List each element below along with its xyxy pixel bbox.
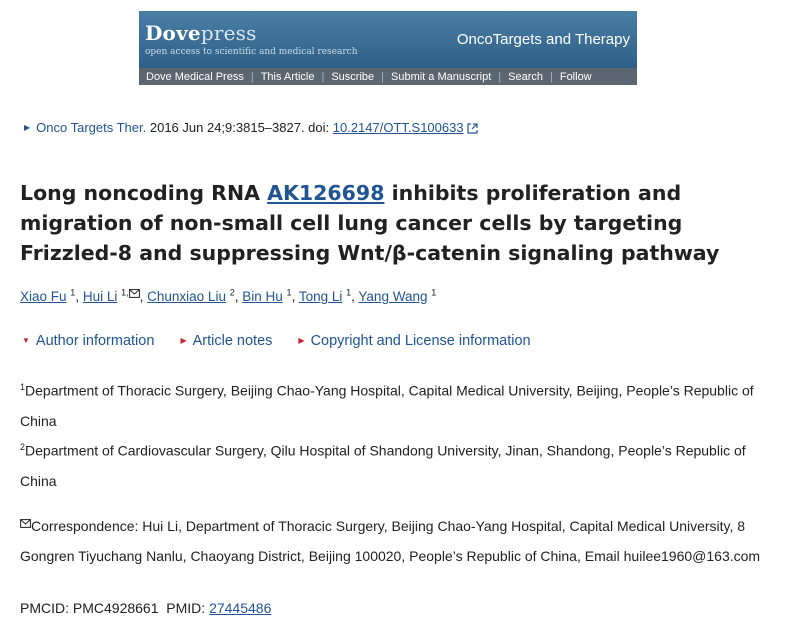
article-info-links bbox=[22, 333, 553, 349]
pmid-link[interactable]: 27445486 bbox=[209, 600, 272, 616]
author-affil-sup: 1 bbox=[431, 287, 437, 298]
author-link[interactable]: Tong Li bbox=[298, 289, 343, 304]
nav-subscribe[interactable]: Suscribe bbox=[331, 70, 375, 83]
affiliation-sup: 2 bbox=[20, 442, 26, 452]
affiliation-text: Department of Cardiovascular Surgery, Qilu Hospital of Shandong University, Jinan, Shandong, People’s Republic of China bbox=[20, 442, 746, 489]
logo-light-text: press bbox=[200, 21, 257, 45]
nav-follow[interactable]: Follow bbox=[559, 70, 592, 83]
journal-banner[interactable] bbox=[139, 11, 637, 85]
author-affil-sup: 1, bbox=[121, 287, 129, 298]
author-list: Xiao Fu $^1$, Hui Li $^{1,}$ , Chunxiao Liu $^2$, Bin Hu $^1$, Tong Li $^1$, Yang Wang $^1$ bbox=[20, 287, 437, 304]
author-link[interactable]: Bin Hu bbox=[242, 289, 283, 304]
journal-link[interactable]: Onco Targets Ther. bbox=[36, 120, 147, 135]
article-notes-toggle[interactable]: Article notes bbox=[192, 333, 273, 349]
triangle-down-icon: ▼ bbox=[22, 336, 30, 345]
nav-submit-manuscript[interactable]: Submit a Manuscript bbox=[391, 70, 492, 83]
author-link[interactable]: Hui Li bbox=[82, 289, 118, 304]
pmid-label: PMID: bbox=[166, 600, 210, 616]
dovepress-logo[interactable] bbox=[145, 21, 257, 45]
affiliation-sup: 1 bbox=[20, 382, 26, 392]
author-affil-sup: 1 bbox=[70, 287, 76, 298]
mail-icon[interactable] bbox=[129, 286, 140, 301]
author-link[interactable]: Yang Wang bbox=[358, 289, 428, 304]
author-affil-sup: 2 bbox=[229, 287, 235, 298]
mail-icon bbox=[20, 508, 31, 538]
pmcid: PMCID: PMC4928661 bbox=[20, 600, 159, 616]
gene-link[interactable]: AK126698 bbox=[267, 181, 385, 205]
affiliation-2 bbox=[20, 432, 765, 496]
affiliation-1 bbox=[20, 372, 765, 436]
nav-dove-medical-press[interactable]: Dove Medical Press bbox=[146, 70, 244, 83]
logo-tagline: open access to scientific and medical research bbox=[145, 47, 358, 57]
citation-details: 2016 Jun 24;9:3815–3827. doi: bbox=[146, 120, 333, 135]
title-text-before: Long noncoding RNA bbox=[20, 181, 268, 205]
logo-bold-text: Dove bbox=[145, 21, 201, 45]
banner-header bbox=[139, 11, 637, 68]
author-information-toggle[interactable]: Author information bbox=[35, 333, 155, 349]
citation-line bbox=[24, 120, 478, 137]
copyright-license-toggle[interactable]: Copyright and License information bbox=[310, 333, 531, 349]
nav-search[interactable]: Search bbox=[508, 70, 543, 83]
external-link-icon[interactable] bbox=[467, 122, 478, 137]
banner-nav: Dove Medical Press | This Article | Suscribe | Submit a Manuscript | Search | Follow bbox=[139, 68, 637, 85]
triangle-right-icon: ▶ bbox=[180, 336, 187, 345]
author-affil-sup: 1 bbox=[286, 287, 292, 298]
author-link[interactable]: Xiao Fu bbox=[20, 289, 67, 304]
author-link[interactable]: Chunxiao Liu bbox=[147, 289, 226, 304]
triangle-right-icon: ▶ bbox=[24, 123, 31, 132]
correspondence-text: Correspondence: Hui Li, Department of Thoracic Surgery, Beijing Chao-Yang Hospital, Capital Medical University, 8 Gongren Tiyuchang Nanlu, Chaoyang District, Beijing 100020, People’s Republic of China, Email huilee1960@163.com bbox=[20, 518, 761, 564]
journal-name[interactable]: OncoTargets and Therapy bbox=[456, 31, 630, 48]
nav-this-article[interactable]: This Article bbox=[260, 70, 315, 83]
doi-link[interactable]: 10.2147/OTT.S100633 bbox=[332, 120, 464, 135]
article-title bbox=[20, 178, 760, 268]
article-ids bbox=[20, 600, 271, 616]
triangle-right-icon: ▶ bbox=[298, 336, 305, 345]
affiliation-text: Department of Thoracic Surgery, Beijing Chao-Yang Hospital, Capital Medical University, Beijing, People’s Republic of China bbox=[20, 382, 754, 429]
title-text-after: inhibits proliferation and migration of non-small cell lung cancer cells by targeting Frizzled-8 and suppressing Wnt/β-catenin signaling pathway bbox=[20, 181, 720, 265]
correspondence bbox=[20, 508, 765, 571]
author-affil-sup: 1 bbox=[346, 287, 352, 298]
